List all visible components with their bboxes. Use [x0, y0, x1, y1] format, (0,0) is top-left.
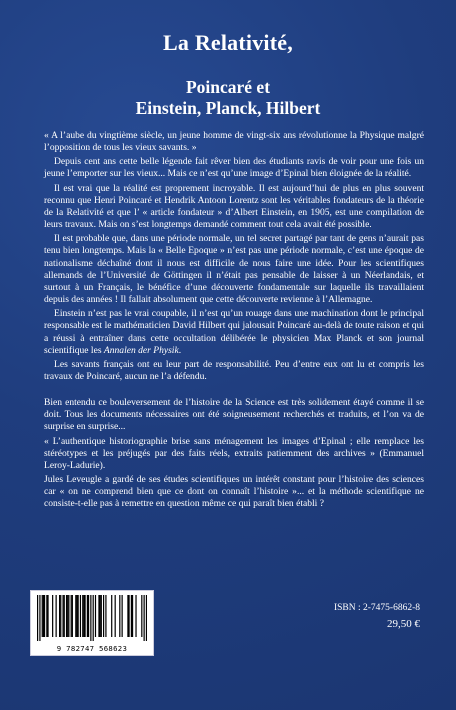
- barcode-bar: [146, 595, 147, 641]
- barcode-bar: [47, 595, 48, 637]
- barcode-bar: [122, 595, 123, 637]
- back-cover-text: [44, 130, 424, 513]
- journal-title: Annalen der Physik: [103, 344, 179, 356]
- barcode-bar: [100, 595, 101, 637]
- paragraph-reality: Il est vrai que la réalité est proprement incroyable. Il est aujourd’hui de plus en plus souvent reconnu que Henri Poincaré et Hendrik Antoon Lorentz sont les véritables fondateurs de la théorie de la Relativité et que l’ « article fondateur » d’Albert Einstein, en 1905, est une compilation de leurs travaux. Mais on s’est longtemps demandé comment tout cela avait été possible.: [44, 182, 424, 231]
- barcode-bar: [131, 595, 132, 637]
- barcode-bar: [68, 595, 69, 637]
- barcode-bar: [80, 595, 81, 637]
- barcode-bar: [93, 595, 94, 641]
- barcode-digits: 9 782747 568623: [56, 644, 128, 653]
- subtitle-line-1: Poincaré et: [185, 77, 271, 97]
- paragraph-quote: « A l’aube du vingtième siècle, un jeune homme de vingt-six ans révolutionne la Physique malgré l’opposition de tous les vieux savants. »: [44, 130, 424, 154]
- paragraph-author: Jules Leveugle a gardé de ses études scientifiques un intérêt constant pour l’histoire des sciences car « on ne comprend bien que ce dont on connaît l’histoire »... et la méthode scientifique ne consiste-t-elle pas à remettre en question même ce qui paraît bien établi ?: [44, 474, 424, 510]
- barcode-bar: [115, 595, 116, 637]
- barcode-bar: [72, 595, 73, 637]
- barcode-bar: [111, 595, 112, 637]
- barcode-bar: [128, 595, 129, 637]
- barcode-bar: [71, 595, 72, 637]
- barcode-bar: [37, 595, 38, 641]
- page-title: La Relativité,: [163, 30, 293, 55]
- barcode-bar: [132, 595, 133, 637]
- barcode-bar: [66, 595, 67, 637]
- paragraph-belle-epoque: Il est probable que, dans une période normale, un tel secret partagé par tant de gens n’aurait pas tenu bien longtemps. Mais la « Belle Epoque » n’est pas une période normale, c’est une époque de nationalisme déchaîné dont il nous est difficile de nous faire une idée. Pour les scientifiques allemands de l’Université de Göttingen il n’était pas pensable de laisser à un Néerlandais, et surtout à un Français, le bénéfice d’une découverte fondamentale sur laquelle ils travaillaient depuis des années ! Il fallait absolument que cette découverte revienne à l’Allemagne.: [44, 233, 424, 306]
- page-subtitle: [0, 77, 456, 119]
- isbn-number: ISBN : 2-7475-6862-8: [333, 603, 420, 613]
- barcode-bar: [141, 595, 142, 637]
- barcode-bar: [88, 595, 89, 637]
- paragraph-hilbert: [44, 308, 424, 357]
- barcode-bar: [62, 595, 63, 637]
- barcode-bar: [105, 595, 106, 637]
- barcode-bar: [78, 595, 79, 637]
- barcode-bar: [39, 595, 40, 641]
- barcode-bar: [43, 595, 44, 637]
- book-price: 29,50 €: [387, 618, 420, 630]
- barcode-bar: [46, 595, 47, 637]
- barcode-bar: [135, 595, 136, 637]
- barcode-bar: [119, 595, 120, 637]
- barcode-bar: [76, 595, 77, 637]
- paragraph-hilbert-text: Einstein n’est pas le vrai coupable, il n’est qu’un rouage dans une machination dont le principal responsable est le mathématicien David Hilbert qui jalousait Poincaré au-delà de toute raison et qui a réussi à entraîner dans cette occultation délibérée le physicien Max Planck et son journal scientifique les: [44, 308, 424, 356]
- barcode-bar: [90, 595, 91, 641]
- paragraph-documents: Bien entendu ce bouleversement de l’histoire de la Science est très solidement étayé comme il se doit. Tous les documents nécessaires ont été soigneusement recherchés et traduits, et l’on va de surprise en surprise...: [44, 397, 424, 433]
- paragraph-french-scientists: Les savants français ont eu leur part de responsabilité. Peu d’entre eux ont lu et compris les travaux de Poincaré, aucun ne l’a défendu.: [44, 358, 424, 382]
- barcode-bar: [75, 595, 76, 637]
- barcode-bar: [64, 595, 65, 637]
- barcode-bar: [87, 595, 88, 637]
- barcode-bar: [60, 595, 61, 637]
- barcode-bar: [95, 595, 96, 637]
- barcode-bar: [44, 595, 45, 637]
- barcode-bar: [98, 595, 99, 637]
- barcode-bar: [84, 595, 85, 637]
- barcode-bar: [56, 595, 57, 637]
- barcode-bar: [101, 595, 102, 637]
- subtitle-line-2: Einstein, Planck, Hilbert: [135, 98, 321, 118]
- barcode-bar: [42, 595, 43, 637]
- barcode-bar: [67, 595, 68, 637]
- paragraph-legend: Depuis cent ans cette belle légende fait rêver bien des étudiants ravis de voir pour une fois un jeune l’emporter sur les vieux... Mais ce n’est qu’une image d’Epinal bien éloignée de la réalité.: [44, 156, 424, 180]
- paragraph-hilbert-end: .: [178, 344, 182, 356]
- barcode-bar: [83, 595, 84, 637]
- barcode-bar: [103, 595, 104, 637]
- barcode-bar: [59, 595, 60, 637]
- barcode-bar: [52, 595, 53, 637]
- barcode-bar: [144, 595, 145, 641]
- barcode-bar: [82, 595, 83, 637]
- barcode-bar: [127, 595, 128, 637]
- paragraph-historiography-quote: « L’authentique historiographie brise sans ménagement les images d’Epinal ; elle remplace les stéréotypes et les préjugés par des faits réels, extraits patiemment des archives » (Emmanuel Leroy-Ladurie).: [44, 435, 424, 471]
- barcode-bars: [37, 595, 147, 641]
- barcode: [30, 590, 154, 656]
